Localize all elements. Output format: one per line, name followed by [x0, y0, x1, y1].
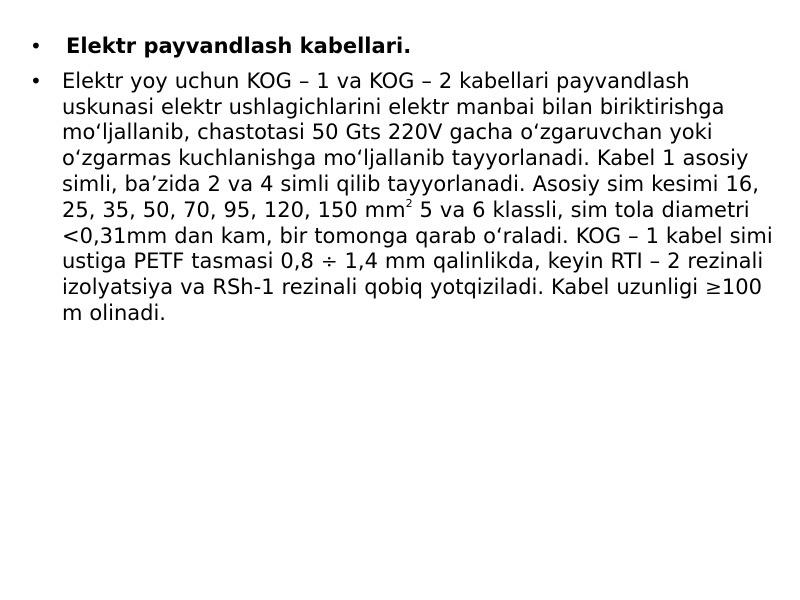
geq-symbol: ≥ [705, 275, 722, 300]
bullet-item-title [30, 34, 775, 60]
paragraph-text-3: 1,4 mm qalinlikda, keyin RTI – 2 rezinali izolyatsiya va RSh-1 rezinali qobiq yotqiziladi. Kabel uzunligi [62, 249, 764, 300]
paragraph-text-4: 100 m olinadi. [62, 275, 762, 325]
paragraph-text-1: Elektr yoy uchun KOG – 1 va KOG – 2 kabellari payvandlash uskunasi elektr ushlagichlarini elektr manbai bilan biriktirishga mo‘ljallanib, chastotasi 50 Gts 220V gacha o‘zgaruvchan yoki o‘zgarmas kuchlanishga mo‘ljallanib tayyorlanadi. Kabel 1 asosiy simli, ba’zida 2 va 4 simli qilib tayyorlanadi. Asosiy sim kesimi 16, 25, 35, 50, 70, 95, 120, 150 mm [62, 68, 759, 222]
bullet-marker: • [30, 68, 42, 93]
bullet-item-paragraph [30, 69, 775, 327]
paragraph-text-2: 5 va 6 klassli, sim tola diametri <0,31mm dan kam, bir tomonga qarab o‘raladi. KOG – 1 kabel simi ustiga PETF tasmasi 0,8 [62, 197, 773, 274]
divide-symbol: ÷ [320, 249, 338, 274]
bullet-list [30, 34, 775, 336]
bullet-marker: • [30, 34, 42, 58]
bullet-heading: Elektr payvandlash kabellari. [66, 34, 412, 58]
superscript-2: 2 [405, 196, 413, 210]
